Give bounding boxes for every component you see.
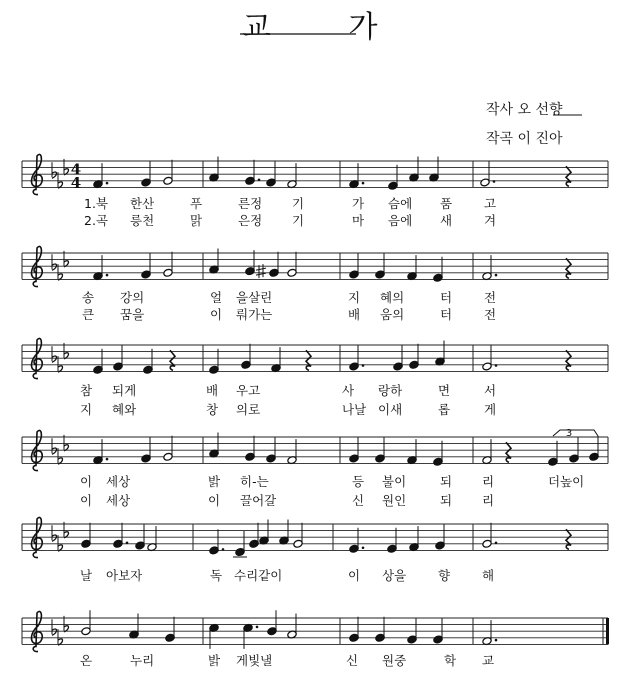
lyric-syllable: 되 — [440, 493, 453, 508]
lyric-syllable: 른정 — [238, 196, 263, 211]
lyric-syllable: 불이 — [382, 474, 407, 489]
lyric-syllable: 겨 — [484, 213, 497, 228]
note-dot — [126, 542, 129, 545]
lyric-syllable: 독 — [210, 568, 223, 583]
lyric-syllable: 새 — [440, 213, 453, 228]
note-dot — [362, 546, 365, 549]
quarter-rest — [566, 258, 571, 278]
lyric-syllable: 은정 — [238, 213, 263, 228]
lyric-syllable: 참 — [80, 383, 93, 398]
note-dot — [222, 548, 225, 551]
note-dot — [495, 274, 498, 277]
lyric-syllable: 롭 — [438, 402, 451, 417]
lyric-syllable: 이 — [210, 307, 223, 322]
lyric-syllable: 뤄가는 — [236, 307, 273, 322]
flat-sign — [52, 172, 57, 178]
lyric-syllable: 을살린 — [236, 290, 273, 305]
lyric-syllable: 신 — [346, 653, 359, 668]
lyric-syllable: 온 — [80, 653, 93, 668]
lyric-syllable: 한산 — [130, 196, 155, 211]
lyric-syllable: 날 — [80, 568, 93, 583]
flat-sign — [52, 356, 57, 362]
lyric-syllable: 음에 — [388, 213, 413, 228]
lyric-syllable: 더높이 — [548, 474, 585, 489]
quarter-rest — [306, 350, 311, 370]
lyric-syllable: 나날 — [342, 402, 367, 417]
lyric-syllable: 전 — [484, 307, 497, 322]
time-signature-digit: 4 — [70, 160, 82, 179]
lyric-syllable: 원인 — [382, 493, 407, 508]
lyric-syllable: 학 — [444, 653, 457, 668]
note-dot — [362, 364, 365, 367]
flat-sign — [52, 264, 57, 270]
lyric-syllable: 해 — [482, 568, 495, 583]
lyric-syllable: 1.북 — [84, 196, 109, 211]
lyric-syllable: 전 — [484, 290, 497, 305]
lyric-syllable: 2.곡 — [84, 213, 109, 228]
quarter-rest — [566, 166, 571, 186]
time-signature-digit: 4 — [70, 173, 82, 192]
lyric-syllable: 이 — [348, 568, 361, 583]
lyric-syllable: 슴에 — [388, 196, 413, 211]
lyric-syllable: 면 — [438, 383, 451, 398]
lyric-syllable: 이새 — [378, 402, 403, 417]
lyric-syllable: 릉천 — [130, 213, 155, 228]
lyric-syllable: 지 — [348, 290, 361, 305]
note-dot — [495, 542, 498, 545]
lyric-syllable: 끌어갈 — [240, 493, 277, 508]
final-barline-thick — [606, 618, 609, 644]
lyric-syllable: 푸 — [190, 196, 203, 211]
lyric-syllable: 리 — [482, 474, 495, 489]
lyric-syllable: 송 — [82, 290, 95, 305]
lyric-syllable: 되게 — [112, 383, 137, 398]
note-dot — [258, 179, 261, 182]
lyric-syllable: 터 — [440, 307, 453, 322]
lyric-syllable: 수리같이 — [234, 568, 283, 583]
lyric-syllable: 창 — [206, 402, 219, 417]
lyric-syllable: 이 — [80, 474, 93, 489]
note-dot — [256, 626, 259, 629]
lyric-syllable: 기 — [292, 213, 305, 228]
lyric-syllable: 가 — [352, 196, 365, 211]
note-dot — [495, 639, 498, 642]
note-dot — [493, 180, 496, 183]
lyric-syllable: 얼 — [210, 290, 223, 305]
lyric-syllable: 큰 — [82, 307, 95, 322]
lyric-syllable: 맑 — [190, 213, 203, 228]
lyric-syllable: 배 — [206, 383, 219, 398]
lyric-syllable: 사 — [342, 383, 355, 398]
note-dot — [106, 274, 109, 277]
lyric-syllable: 신 — [352, 493, 365, 508]
lyric-syllable: 터 — [440, 290, 453, 305]
song-title: 교 가 — [242, 10, 412, 45]
lyric-syllable: 움의 — [380, 307, 405, 322]
lyric-syllable: 품 — [440, 196, 453, 211]
flat-sign — [52, 448, 57, 454]
quarter-rest — [506, 442, 511, 462]
quarter-rest — [170, 350, 175, 370]
lyric-syllable: 강의 — [120, 290, 145, 305]
lyric-syllable: 마 — [352, 213, 365, 228]
quarter-rest — [566, 529, 571, 549]
tuplet-number: 3 — [565, 428, 573, 439]
lyric-syllable: 배 — [348, 307, 361, 322]
lyric-syllable: 지 — [80, 402, 93, 417]
note-dot — [106, 182, 109, 185]
lyric-syllable: 꿈을 — [120, 307, 145, 322]
lyric-syllable: 세상 — [106, 493, 131, 508]
lyric-syllable: 원중 — [382, 653, 407, 668]
lyric-syllable: 아보자 — [106, 568, 143, 583]
lyric-syllable: 혜의 — [380, 290, 405, 305]
lyricist-credit: 작사 오 선향 — [486, 102, 563, 118]
lyric-syllable: 상을 — [382, 568, 407, 583]
lyric-syllable: 혜와 — [112, 402, 137, 417]
lyric-syllable: 교 — [482, 653, 495, 668]
lyric-syllable: 의로 — [236, 402, 261, 417]
lyric-syllable: 히-는 — [240, 474, 269, 489]
lyric-syllable: 향 — [438, 568, 451, 583]
lyric-syllable: 누리 — [130, 653, 155, 668]
lyric-syllable: 밝 — [208, 653, 221, 668]
composer-credit: 작곡 이 진아 — [486, 131, 563, 147]
lyric-syllable: 기 — [292, 196, 305, 211]
lyric-syllable: 세상 — [106, 474, 131, 489]
lyric-syllable: 밝 — [208, 474, 221, 489]
lyric-syllable: 서 — [484, 383, 497, 398]
lyric-syllable: 리 — [482, 493, 495, 508]
note-dot — [362, 182, 365, 185]
lyric-syllable: 이 — [208, 493, 221, 508]
flat-sign — [52, 535, 57, 541]
lyric-syllable: 랑하 — [378, 383, 403, 398]
lyric-syllable: 이 — [80, 493, 93, 508]
flat-sign — [52, 629, 57, 635]
lyric-syllable: 되 — [440, 474, 453, 489]
quarter-rest — [566, 350, 571, 370]
lyric-syllable: 등 — [352, 474, 365, 489]
lyric-syllable: 게 — [484, 402, 497, 417]
note-dot — [495, 364, 498, 367]
lyric-syllable: 게빛낼 — [236, 653, 273, 668]
lyric-syllable: 우고 — [236, 383, 261, 398]
lyric-syllable: 고 — [484, 196, 497, 211]
note-dot — [106, 458, 109, 461]
